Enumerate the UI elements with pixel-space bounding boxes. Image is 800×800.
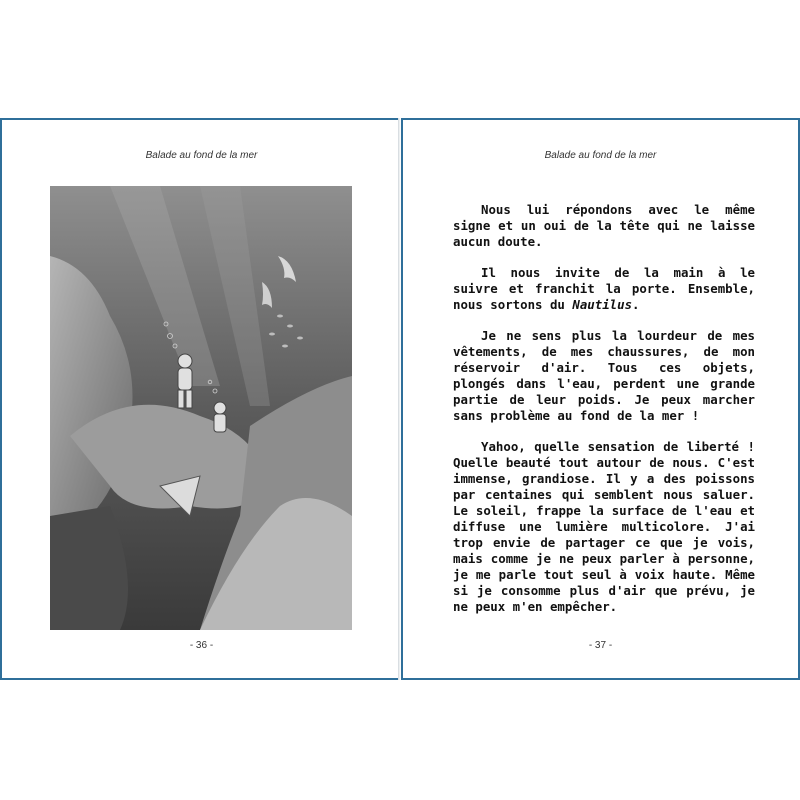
divers-underwater-image <box>50 186 352 630</box>
paragraph: Nous lui répondons avec le même signe et un oui de la tête qui ne laisse aucun doute. <box>453 202 755 249</box>
paragraph <box>453 265 755 313</box>
underwater-illustration <box>50 186 352 630</box>
paragraph-end: . <box>632 297 640 312</box>
page-number-right: - 37 - <box>588 640 613 651</box>
paragraph: Yahoo, quelle sensation de liberté ! Quelle beauté tout autour de nous. C'est immense, grandiose. Il y a des poissons par centaines qui semblent nous saluer. Le soleil, frappe la surface de l'eau et diffuse une lumière multicolore. J'ai trop envie de partager ce que je vois, mais comme je ne peux parler à personne, je me parle tout seul à voix haute. Même si je consomme plus d'air que prévu, je ne peux m'en empêcher. <box>453 439 755 614</box>
italic-ship-name: Nautilus <box>572 297 633 312</box>
left-page <box>0 118 402 680</box>
body-text <box>453 202 755 615</box>
page-number-left: - 36 - <box>189 640 214 651</box>
paragraph: Je ne sens plus la lourdeur de mes vêtements, de mes chaussures, de mon réservoir d'air. Tous ces objets, plongés dans l'eau, perdent une grande partie de leur poids. Je peux marcher sans problème au fond de la mer ! <box>453 328 755 423</box>
paragraph-text: Il nous invite de la main à le suivre et franchit la porte. Ensemble, nous sortons du <box>453 265 755 312</box>
book-spread <box>0 118 800 684</box>
running-head-left: Balade au fond de la mer <box>145 150 258 161</box>
running-head-right: Balade au fond de la mer <box>544 150 657 161</box>
right-page <box>401 118 800 680</box>
